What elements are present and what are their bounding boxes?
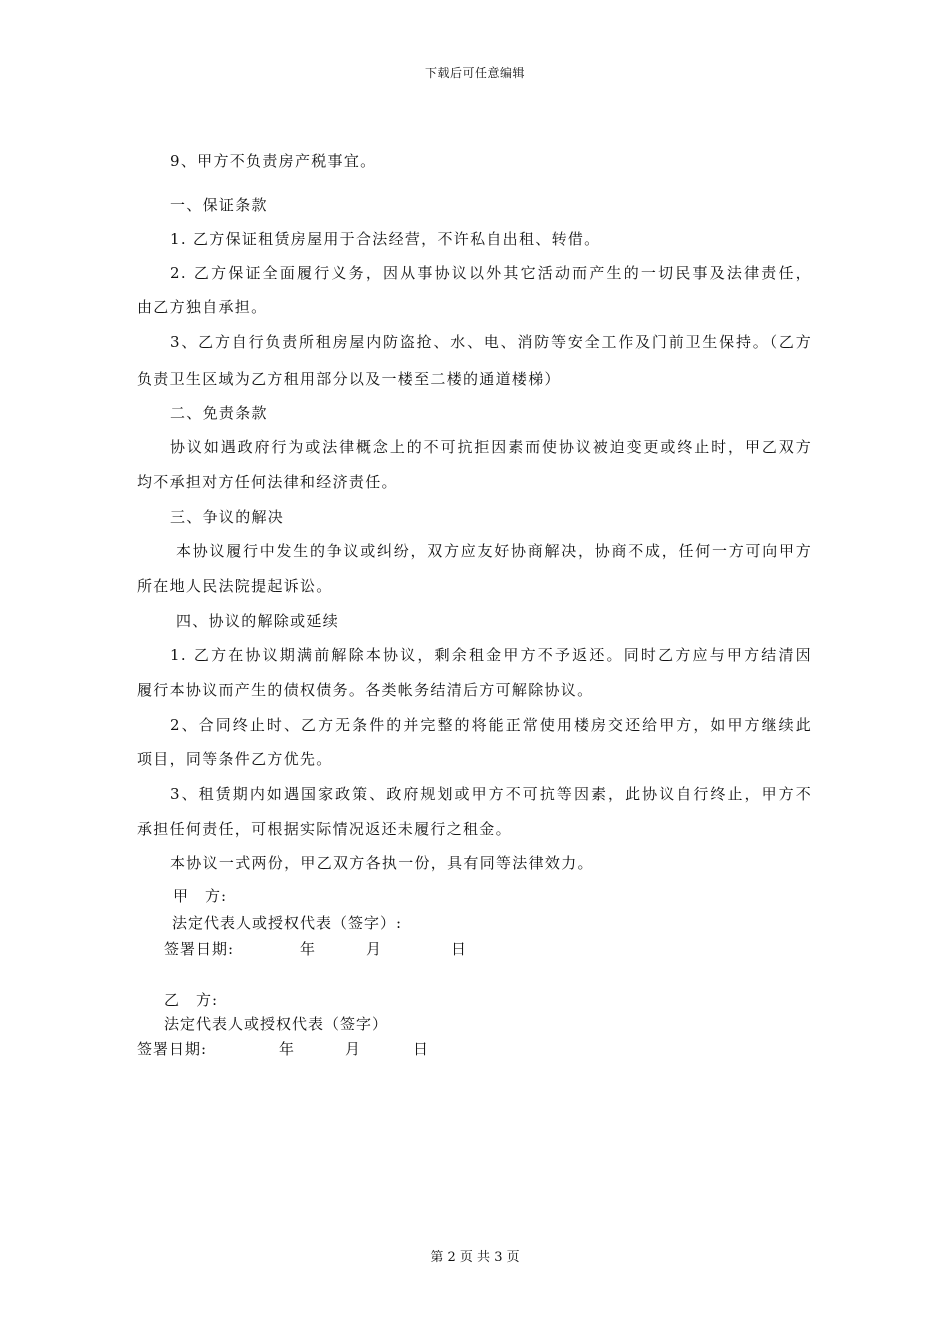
clause-line: 承担任何责任，可根据实际情况返还未履行之租金。: [137, 820, 512, 838]
party-b-representative: 法定代表人或授权代表（签字）: [164, 1015, 389, 1033]
party-a-year: 年: [300, 940, 317, 958]
party-b-year: 年: [279, 1040, 296, 1058]
clause-line: 负责卫生区域为乙方租用部分以及一楼至二楼的通道楼梯）: [137, 370, 561, 388]
party-a-day: 日: [451, 940, 468, 958]
clause-line: 1. 乙方保证租赁房屋用于合法经营，不许私自出租、转借。: [170, 230, 601, 248]
party-b-date-row: [137, 1038, 457, 1058]
party-a-month: 月: [366, 940, 383, 958]
party-b-date-label: 签署日期:: [137, 1040, 208, 1058]
clause-line: 由乙方独自承担。: [137, 298, 268, 316]
party-a-date-label: 签署日期:: [164, 940, 235, 958]
section-heading: 二、免责条款: [170, 404, 268, 422]
clause-line: 本协议一式两份，甲乙双方各执一份，具有同等法律效力。: [170, 854, 594, 872]
section-heading: 三、争议的解决: [170, 508, 285, 526]
clause-line: 履行本协议而产生的债权债务。各类帐务结清后方可解除协议。: [137, 681, 594, 699]
clause-line: 2. 乙方保证全面履行义务，因从事协议以外其它活动而产生的一切民事及法律责任，: [170, 264, 812, 282]
party-b-day: 日: [413, 1040, 430, 1058]
party-b-label: 乙 方:: [164, 991, 219, 1009]
party-b-month: 月: [345, 1040, 362, 1058]
party-a-representative: 法定代表人或授权代表（签字）:: [172, 914, 403, 932]
party-a-date-row: [164, 938, 484, 958]
page-footer: 第 2 页 共 3 页: [430, 1250, 520, 1265]
clause-line: 3、乙方自行负责所租房屋内防盗抢、水、电、消防等安全工作及门前卫生保持。（乙方: [170, 333, 812, 351]
page-header: 下载后可任意编辑: [424, 66, 525, 80]
clause-line: 均不承担对方任何法律和经济责任。: [137, 473, 398, 491]
clause-line: 1. 乙方在协议期满前解除本协议，剩余租金甲方不予返还。同时乙方应与甲方结清因: [170, 646, 812, 664]
clause-line: 2、合同终止时、乙方无条件的并完整的将能正常使用楼房交还给甲方，如甲方继续此: [170, 716, 812, 734]
party-a-label: 甲 方:: [173, 887, 228, 905]
clause-line: 项目，同等条件乙方优先。: [137, 750, 333, 768]
section-heading: 一、保证条款: [170, 196, 268, 214]
clause-line: 所在地人民法院提起诉讼。: [137, 577, 333, 595]
section-heading: 四、协议的解除或延续: [176, 612, 340, 630]
clause-line: 协议如遇政府行为或法律概念上的不可抗拒因素而使协议被迫变更或终止时，甲乙双方: [170, 438, 812, 456]
clause-line: 3、租赁期内如遇国家政策、政府规划或甲方不可抗等因素，此协议自行终止，甲方不: [170, 785, 812, 803]
clause-line: 本协议履行中发生的争议或纠纷，双方应友好协商解决，协商不成，任何一方可向甲方: [176, 542, 812, 560]
clause-line: 9、甲方不负责房产税事宜。: [170, 152, 377, 170]
